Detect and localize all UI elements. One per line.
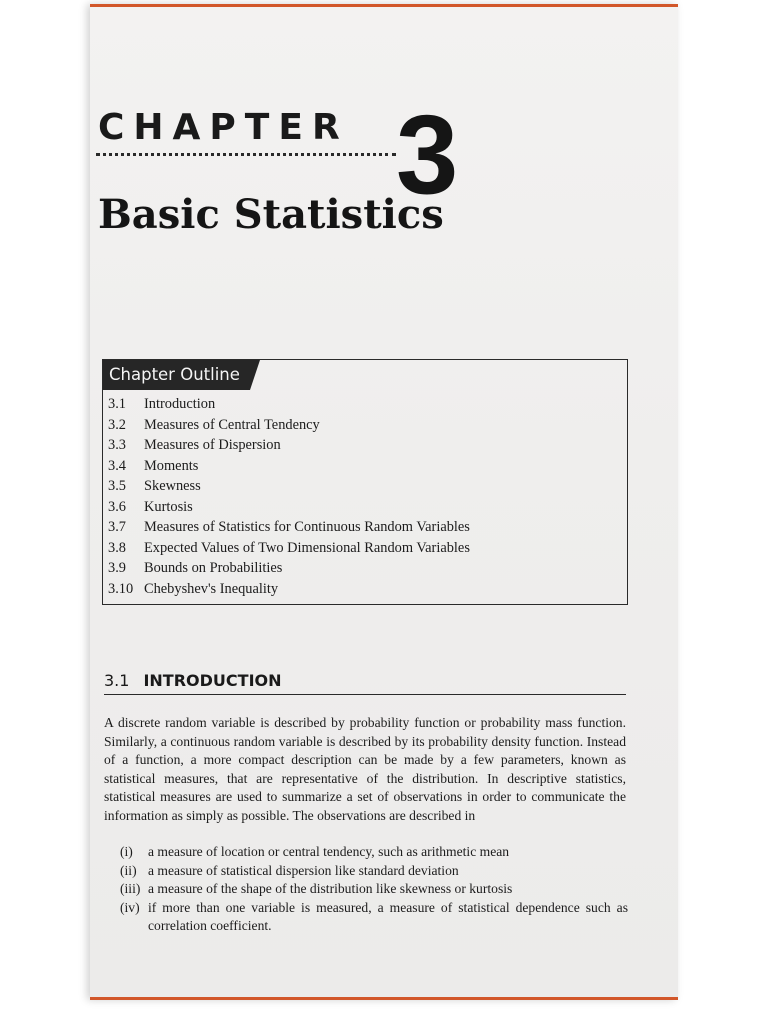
outline-item-number: 3.4 bbox=[108, 457, 126, 474]
list-item-text: if more than one variable is measured, a measure of statistical dependence such as correlation coefficient. bbox=[148, 899, 628, 934]
outline-item-label: Measures of Statistics for Continuous Random Variables bbox=[144, 519, 470, 535]
list-marker: (i) bbox=[120, 844, 133, 859]
outline-item-number: 3.6 bbox=[108, 498, 126, 515]
list-marker: (ii) bbox=[120, 862, 137, 878]
list-item bbox=[120, 899, 628, 936]
chapter-outline-list bbox=[108, 394, 470, 599]
list-item-text: a measure of location or central tendency, such as arithmetic mean bbox=[148, 844, 510, 859]
outline-item-label: Chebyshev's Inequality bbox=[144, 580, 279, 597]
chapter-label: CHAPTER bbox=[98, 107, 349, 148]
outline-item-label: Expected Values of Two Dimensional Random Variables bbox=[144, 539, 470, 556]
outline-item-number: 3.9 bbox=[108, 560, 126, 576]
list-marker: (iv) bbox=[120, 899, 140, 915]
chapter-title: Basic Statistics bbox=[98, 191, 444, 238]
outline-item-label: Kurtosis bbox=[144, 498, 193, 515]
list-item-text: a measure of statistical dispersion like standard deviation bbox=[148, 862, 459, 878]
outline-item bbox=[108, 415, 470, 436]
outline-item bbox=[108, 394, 470, 415]
outline-item-number: 3.3 bbox=[108, 437, 126, 453]
outline-item bbox=[108, 558, 470, 579]
outline-item-number: 3.10 bbox=[108, 580, 134, 597]
list-item bbox=[120, 880, 628, 899]
outline-item-number: 3.2 bbox=[108, 416, 126, 433]
section-heading bbox=[104, 671, 626, 695]
book-page bbox=[90, 4, 678, 1000]
list-item bbox=[120, 862, 628, 881]
chapter-number: 3 bbox=[396, 92, 459, 217]
list-item-text: a measure of the shape of the distribution like skewness or kurtosis bbox=[148, 881, 513, 897]
outline-item-label: Measures of Dispersion bbox=[144, 437, 281, 453]
outline-item bbox=[108, 456, 470, 477]
dotted-rule bbox=[96, 153, 396, 156]
outline-item bbox=[108, 497, 470, 518]
outline-item bbox=[108, 435, 470, 456]
list-item bbox=[120, 843, 628, 862]
measures-list bbox=[120, 843, 628, 936]
outline-item-label: Introduction bbox=[144, 396, 216, 412]
outline-item bbox=[108, 538, 470, 559]
outline-item-number: 3.8 bbox=[108, 539, 126, 556]
outline-item-number: 3.7 bbox=[108, 519, 126, 535]
section-number: 3.1 bbox=[104, 671, 130, 690]
outline-item-number: 3.1 bbox=[108, 396, 126, 412]
chapter-outline-header: Chapter Outline bbox=[103, 360, 250, 390]
outline-item-label: Skewness bbox=[144, 478, 201, 494]
section-title: INTRODUCTION bbox=[143, 671, 282, 690]
outline-item-label: Moments bbox=[144, 457, 199, 474]
chapter-outline-box bbox=[102, 359, 628, 605]
intro-paragraph: A discrete random variable is described by probability function or probability mass function. Similarly, a continuous random variable is described by its probability density function. Instead of a function, a more compact description can be made by a few parameters, known as statistical measures, that are representative of the distribution. In descriptive statistics, statistical measures are used to summarize a set of observations in order to communicate the information as simply as possible. The observations are described in bbox=[104, 715, 626, 823]
outline-item bbox=[108, 517, 470, 538]
list-marker: (iii) bbox=[120, 881, 141, 897]
outline-item-number: 3.5 bbox=[108, 478, 126, 494]
outline-item bbox=[108, 476, 470, 497]
outline-item-label: Bounds on Probabilities bbox=[144, 560, 283, 576]
outline-item bbox=[108, 579, 470, 600]
outline-item-label: Measures of Central Tendency bbox=[144, 416, 320, 433]
